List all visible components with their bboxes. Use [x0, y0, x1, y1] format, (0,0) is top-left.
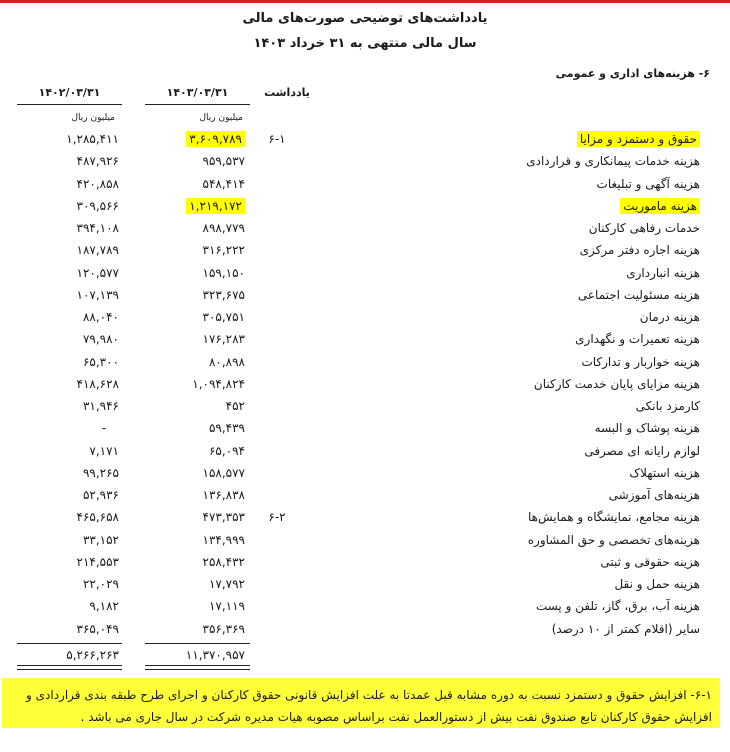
row-value-current: ۱۳۴,۹۹۹ — [202, 532, 245, 547]
row-label: خدمات رفاهی کارکنان — [588, 221, 700, 235]
table-row — [0, 531, 730, 553]
table-row — [0, 152, 730, 174]
row-value-previous: ۶۵,۳۰۰ — [82, 354, 119, 369]
top-accent-bar — [0, 0, 730, 3]
row-value-previous: ۲۲,۰۲۹ — [82, 577, 119, 591]
page-title: یادداشت‌های توضیحی صورت‌های مالی — [242, 11, 488, 26]
row-label: کارمزد بانکی — [635, 399, 700, 413]
footnote — [12, 684, 712, 728]
table-row — [0, 508, 730, 530]
row-label: هزینه مسئولیت اجتماعی — [577, 287, 700, 302]
table-row — [0, 241, 730, 263]
row-value-previous: ۷۹,۹۸۰ — [82, 332, 119, 347]
column-header-note: یادداشت — [264, 86, 310, 99]
row-value-previous: ۳۰۹,۵۶۶ — [76, 198, 119, 213]
row-label: هزینه مجامع، نمایشگاه و همایش‌ها — [527, 510, 700, 525]
total-rule-previous — [17, 643, 122, 644]
row-label: هزینه حقوقی و ثبتی — [600, 554, 700, 569]
row-value-previous: ۱۰۷,۱۳۹ — [76, 287, 119, 302]
row-value-current: ۱۵۹,۱۵۰ — [202, 265, 245, 280]
section-title: ۶- هزینه‌های اداری و عمومی — [555, 67, 710, 80]
column-header-current: ۱۴۰۳/۰۳/۳۱ — [145, 86, 250, 105]
row-value-current: ۸۰,۸۹۸ — [208, 354, 245, 369]
row-value-previous: ۱۸۷,۷۸۹ — [76, 243, 119, 258]
footnote-number: ۶-۱- — [690, 688, 712, 702]
row-value-current: ۵۹,۴۳۹ — [208, 421, 245, 436]
table-row — [0, 308, 730, 330]
row-label: حقوق و دستمزد و مزایا — [577, 132, 700, 146]
row-value-current: ۳۰۵,۷۵۱ — [202, 310, 245, 324]
unit-label-previous: میلیون ریال — [71, 113, 115, 123]
row-value-previous: ۳۹۴,۱۰۸ — [76, 221, 119, 235]
row-value-previous: ۵۲,۹۳۶ — [82, 488, 119, 502]
row-value-current: ۶۵,۰۹۴ — [208, 443, 245, 458]
row-label: هزینه پوشاک و البسه — [594, 421, 700, 436]
row-value-previous: ۴۶۵,۶۵۸ — [76, 510, 119, 525]
total-previous: ۵,۲۶۶,۲۶۳ — [66, 648, 119, 662]
table-row — [0, 397, 730, 419]
row-value-previous: ۹۹,۲۶۵ — [82, 465, 119, 480]
row-value-current: ۱۷,۷۹۲ — [208, 577, 245, 591]
row-value-previous: ۱,۲۸۵,۴۱۱ — [66, 132, 119, 146]
total-double-rule-previous — [17, 665, 122, 670]
total-double-rule-current — [145, 665, 250, 670]
table-row — [0, 197, 730, 219]
row-value-current: ۹۵۹,۵۳۷ — [202, 154, 245, 169]
row-value-current: ۱,۰۹۴,۸۲۴ — [192, 376, 245, 391]
row-value-current: ۱۷۶,۲۸۳ — [202, 332, 245, 347]
table-row — [0, 353, 730, 375]
row-label: هزینه انبارداری — [626, 265, 700, 280]
table-row — [0, 375, 730, 397]
row-value-previous: ۴۲۰,۸۵۸ — [76, 176, 119, 191]
total-current: ۱۱,۳۷۰,۹۵۷ — [185, 648, 245, 662]
table-row — [0, 219, 730, 241]
unit-label-current: میلیون ریال — [199, 113, 243, 123]
column-header-previous: ۱۴۰۲/۰۳/۳۱ — [17, 86, 122, 105]
row-value-current: ۱۵۸,۵۷۷ — [202, 465, 245, 480]
row-label: هزینه مزایای پایان خدمت کارکنان — [533, 376, 700, 391]
table-row — [0, 286, 730, 308]
row-value-current: ۴۷۳,۳۵۳ — [202, 510, 245, 525]
row-value-previous: ۹,۱۸۲ — [89, 599, 119, 614]
table-row — [0, 442, 730, 464]
row-value-current: ۴۵۲ — [225, 399, 245, 413]
total-rule-current — [145, 643, 250, 644]
row-label: هزینه تعمیرات و نگهداری — [575, 332, 700, 347]
row-label: هزینه اجاره دفتر مرکزی — [579, 243, 700, 258]
row-label: هزینه استهلاک — [629, 465, 700, 480]
row-label: هزینه حمل و نقل — [614, 577, 700, 591]
row-value-previous: ۳۱,۹۴۶ — [82, 399, 119, 413]
table-row — [0, 575, 730, 597]
row-value-previous: ۳۳,۱۵۲ — [82, 532, 119, 547]
row-value-current: ۳,۶۰۹,۷۸۹ — [145, 132, 245, 146]
row-label: هزینه‌های تخصصی و حق المشاوره — [527, 532, 700, 547]
row-value-current: ۳۱۶,۲۲۲ — [202, 243, 245, 258]
row-value-current: ۱۷,۱۱۹ — [208, 599, 245, 614]
row-value-previous: ۱۲۰,۵۷۷ — [76, 265, 119, 280]
row-value-current: ۳۵۶,۳۶۹ — [202, 621, 245, 636]
row-value-current: ۱۳۶,۸۳۸ — [202, 488, 245, 502]
row-value-current: ۳۲۳,۶۷۵ — [202, 287, 245, 302]
row-note: ۶-۱ — [268, 132, 286, 146]
table-row — [0, 264, 730, 286]
table-row — [0, 330, 730, 352]
row-value-previous: ۳۶۵,۰۴۹ — [76, 621, 119, 636]
row-label: لوازم رایانه ای مصرفی — [584, 443, 700, 458]
row-value-current: ۸۹۸,۷۷۹ — [202, 221, 245, 235]
row-value-previous: ۷,۱۷۱ — [89, 443, 119, 458]
row-label: هزینه آب، برق، گاز، تلفن و پست — [535, 599, 700, 614]
row-label: هزینه‌های آموزشی — [608, 488, 700, 502]
table-row — [0, 553, 730, 575]
row-note: ۶-۲ — [268, 510, 286, 525]
row-value-previous: ۲۱۴,۵۵۳ — [76, 554, 119, 569]
row-label: هزینه آگهی و تبلیغات — [596, 176, 700, 191]
table-row — [0, 486, 730, 508]
footnote-text: افزایش حقوق و دستمزد نسبت به دوره مشابه قبل عمدتا به علت افزایش قانونی حقوق کارکنان و اجرای طرح طبقه بندی قراردادی و افزایش حقوق کارکنان تابع صندوق نفت بیش از دستورالعمل نفت براساس مصوبه هیات مدیره شرکت در سال جاری می باشد . — [26, 688, 712, 724]
row-label: سایر (اقلام کمتر از ۱۰ درصد) — [551, 621, 700, 636]
table-row — [0, 419, 730, 441]
row-label: هزینه خواربار و تدارکات — [581, 354, 700, 369]
page-subtitle: سال مالی منتهی به ۳۱ خرداد ۱۴۰۳ — [253, 36, 477, 51]
row-value-previous: ۴۱۸,۶۲۸ — [76, 376, 119, 391]
table-row — [0, 597, 730, 619]
table-row — [0, 175, 730, 197]
row-value-current: ۵۴۸,۴۱۴ — [202, 176, 245, 191]
row-value-current: ۱,۲۱۹,۱۷۲ — [145, 199, 245, 213]
row-value-previous: ۸۸,۰۴۰ — [82, 310, 119, 324]
table-row — [0, 130, 730, 152]
row-label: هزینه ماموریت — [620, 199, 700, 213]
row-value-current: ۲۵۸,۴۳۲ — [202, 554, 245, 569]
row-label: هزینه درمان — [639, 310, 700, 324]
row-label: هزینه خدمات پیمانکاری و قراردادی — [526, 154, 700, 169]
row-value-previous: ۴۸۷,۹۲۶ — [76, 154, 119, 169]
table-row — [0, 464, 730, 486]
table-row — [0, 620, 730, 642]
row-value-previous: - — [101, 421, 107, 436]
